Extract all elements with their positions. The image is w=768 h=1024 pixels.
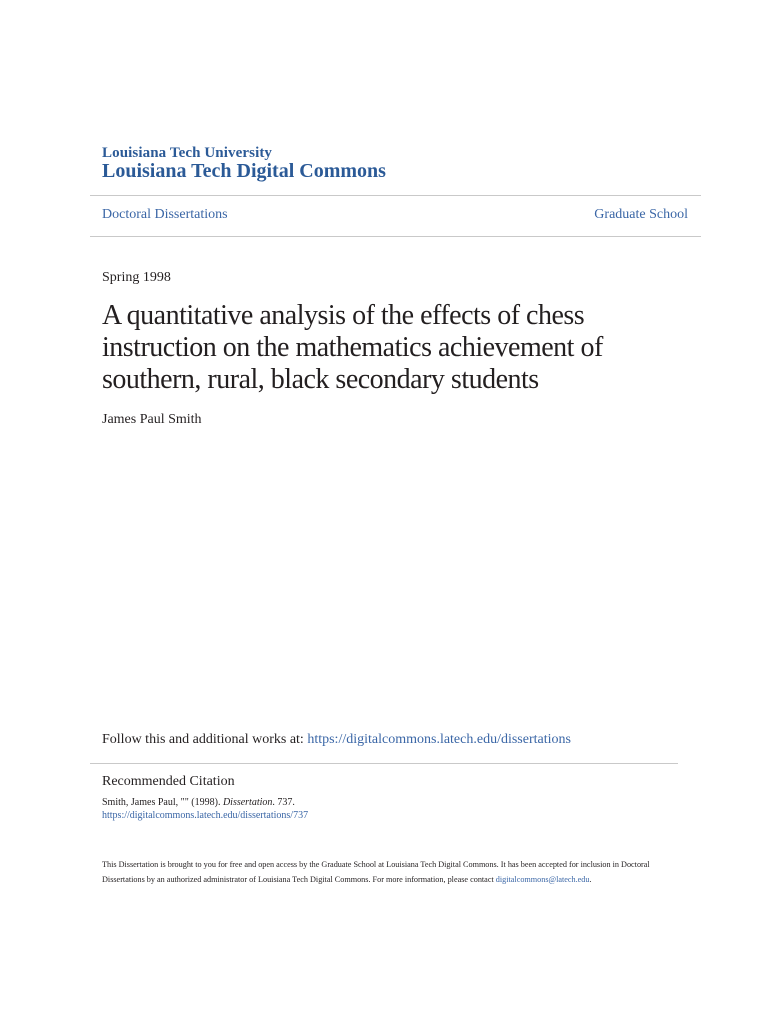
- follow-label: Follow this and additional works at:: [102, 732, 308, 747]
- citation-suffix: . 737.: [272, 797, 295, 808]
- citation-block: [102, 796, 308, 822]
- contact-email-link[interactable]: digitalcommons@latech.edu: [495, 875, 590, 884]
- follow-line: [102, 732, 571, 748]
- header-divider-top: [90, 195, 701, 196]
- header-divider-bottom: [90, 236, 701, 237]
- citation-divider: [90, 763, 678, 764]
- access-notice: [102, 857, 662, 887]
- citation-italic: Dissertation: [222, 797, 273, 808]
- institution-name[interactable]: Louisiana Tech University: [102, 145, 273, 161]
- author-link[interactable]: James Paul Smith: [102, 412, 202, 427]
- follow-url-link[interactable]: https://digitalcommons.latech.edu/dissertations: [307, 732, 571, 747]
- notice-text: This Dissertation is brought to you for free and open access by the Graduate School at Louisiana Tech Digital Commons. It has been accepted for inclusion in Doctoral Dissertations by an authorized administrator of Louisiana Tech Digital Commons. For more information, please contact: [102, 860, 650, 884]
- citation-text: [102, 796, 308, 809]
- citation-prefix: Smith, James Paul, "" (1998).: [102, 797, 223, 808]
- notice-end: .: [589, 875, 592, 884]
- document-title: A quantitative analysis of the effects of chess instruction on the mathematics achievement of southern, rural, black secondary students: [102, 300, 603, 395]
- doctoral-dissertations-link[interactable]: Doctoral Dissertations: [102, 207, 228, 222]
- graduate-school-link[interactable]: Graduate School: [594, 207, 688, 222]
- repository-name[interactable]: Louisiana Tech Digital Commons: [102, 160, 386, 182]
- publication-date: Spring 1998: [102, 270, 171, 285]
- citation-url-link[interactable]: https://digitalcommons.latech.edu/dissertations/737: [102, 810, 309, 821]
- recommended-citation-heading: Recommended Citation: [102, 774, 235, 789]
